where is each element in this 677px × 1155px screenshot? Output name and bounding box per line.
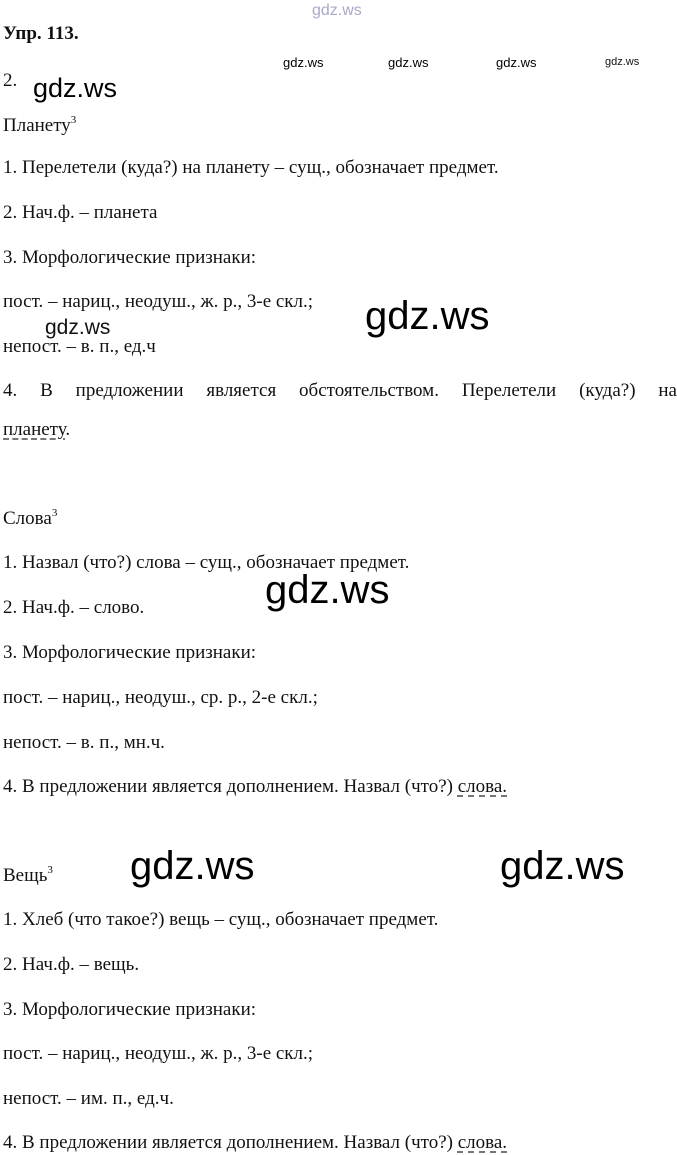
section-3-role-line: 4. В предложении является дополнением. Назвал (что?) слова. — [3, 1132, 508, 1153]
section-1-line-3: 3. Морфологические признаки: — [3, 247, 257, 268]
section-2-role-line: 4. В предложении является дополнением. Назвал (что?) слова. — [3, 776, 508, 797]
section-1-line-2: 2. Нач.ф. – планета — [3, 202, 158, 223]
watermark-big-4: gdz.ws — [500, 844, 625, 888]
section-3-line-4: пост. – нариц., неодуш., ж. р., 3-е скл.; — [3, 1043, 314, 1064]
section-3-line-5: непост. – им. п., ед.ч. — [3, 1088, 174, 1109]
section-2-line-1: 1. Назвал (что?) слова – сущ., обозначает предмет. — [3, 552, 410, 573]
watermark-small-3: gdz.ws — [496, 55, 537, 70]
section-2-line-5: непост. – в. п., мн.ч. — [3, 732, 165, 753]
part-number: 2. — [3, 70, 18, 91]
section-2-word: Слова$^3$ — [3, 507, 58, 529]
exercise-title: Упр. 113. — [3, 23, 79, 44]
section-3-word: Вещь$^3$ — [3, 864, 53, 886]
section-3-line-1: 1. Хлеб (что такое?) вещь – сущ., обозначает предмет. — [3, 909, 439, 930]
section-1-line-5: непост. – в. п., ед.ч — [3, 336, 156, 357]
section-3-line-2: 2. Нач.ф. – вещь. — [3, 954, 140, 975]
watermark-big-3: gdz.ws — [130, 844, 255, 888]
watermark-big-1: gdz.ws — [365, 294, 490, 338]
section-3-line-3: 3. Морфологические признаки: — [3, 999, 257, 1020]
section-1-role-line-b: планету. — [3, 419, 71, 440]
watermark-big-2: gdz.ws — [265, 568, 390, 612]
section-1-line-1: 1. Перелетели (куда?) на планету – сущ., обозначает предмет. — [3, 157, 499, 178]
watermark-top: gdz.ws — [312, 2, 362, 19]
section-2-line-2: 2. Нач.ф. – слово. — [3, 597, 145, 618]
watermark-mid-1: gdz.ws — [33, 73, 118, 103]
watermark-small-2: gdz.ws — [388, 55, 429, 70]
watermark-small-4: gdz.ws — [605, 56, 640, 68]
section-1-role-line-a: 4. В предложении является обстоятельством. Перелетели (куда?) на — [3, 380, 677, 401]
watermark-mid-2: gdz.ws — [45, 316, 111, 339]
section-1-line-4: пост. – нариц., неодуш., ж. р., 3-е скл.; — [3, 291, 314, 312]
section-2-line-4: пост. – нариц., неодуш., ср. р., 2-е скл.; — [3, 687, 318, 708]
section-2-line-3: 3. Морфологические признаки: — [3, 642, 257, 663]
watermark-small-1: gdz.ws — [283, 55, 324, 70]
section-1-word: Планету$^3$ — [3, 114, 77, 136]
